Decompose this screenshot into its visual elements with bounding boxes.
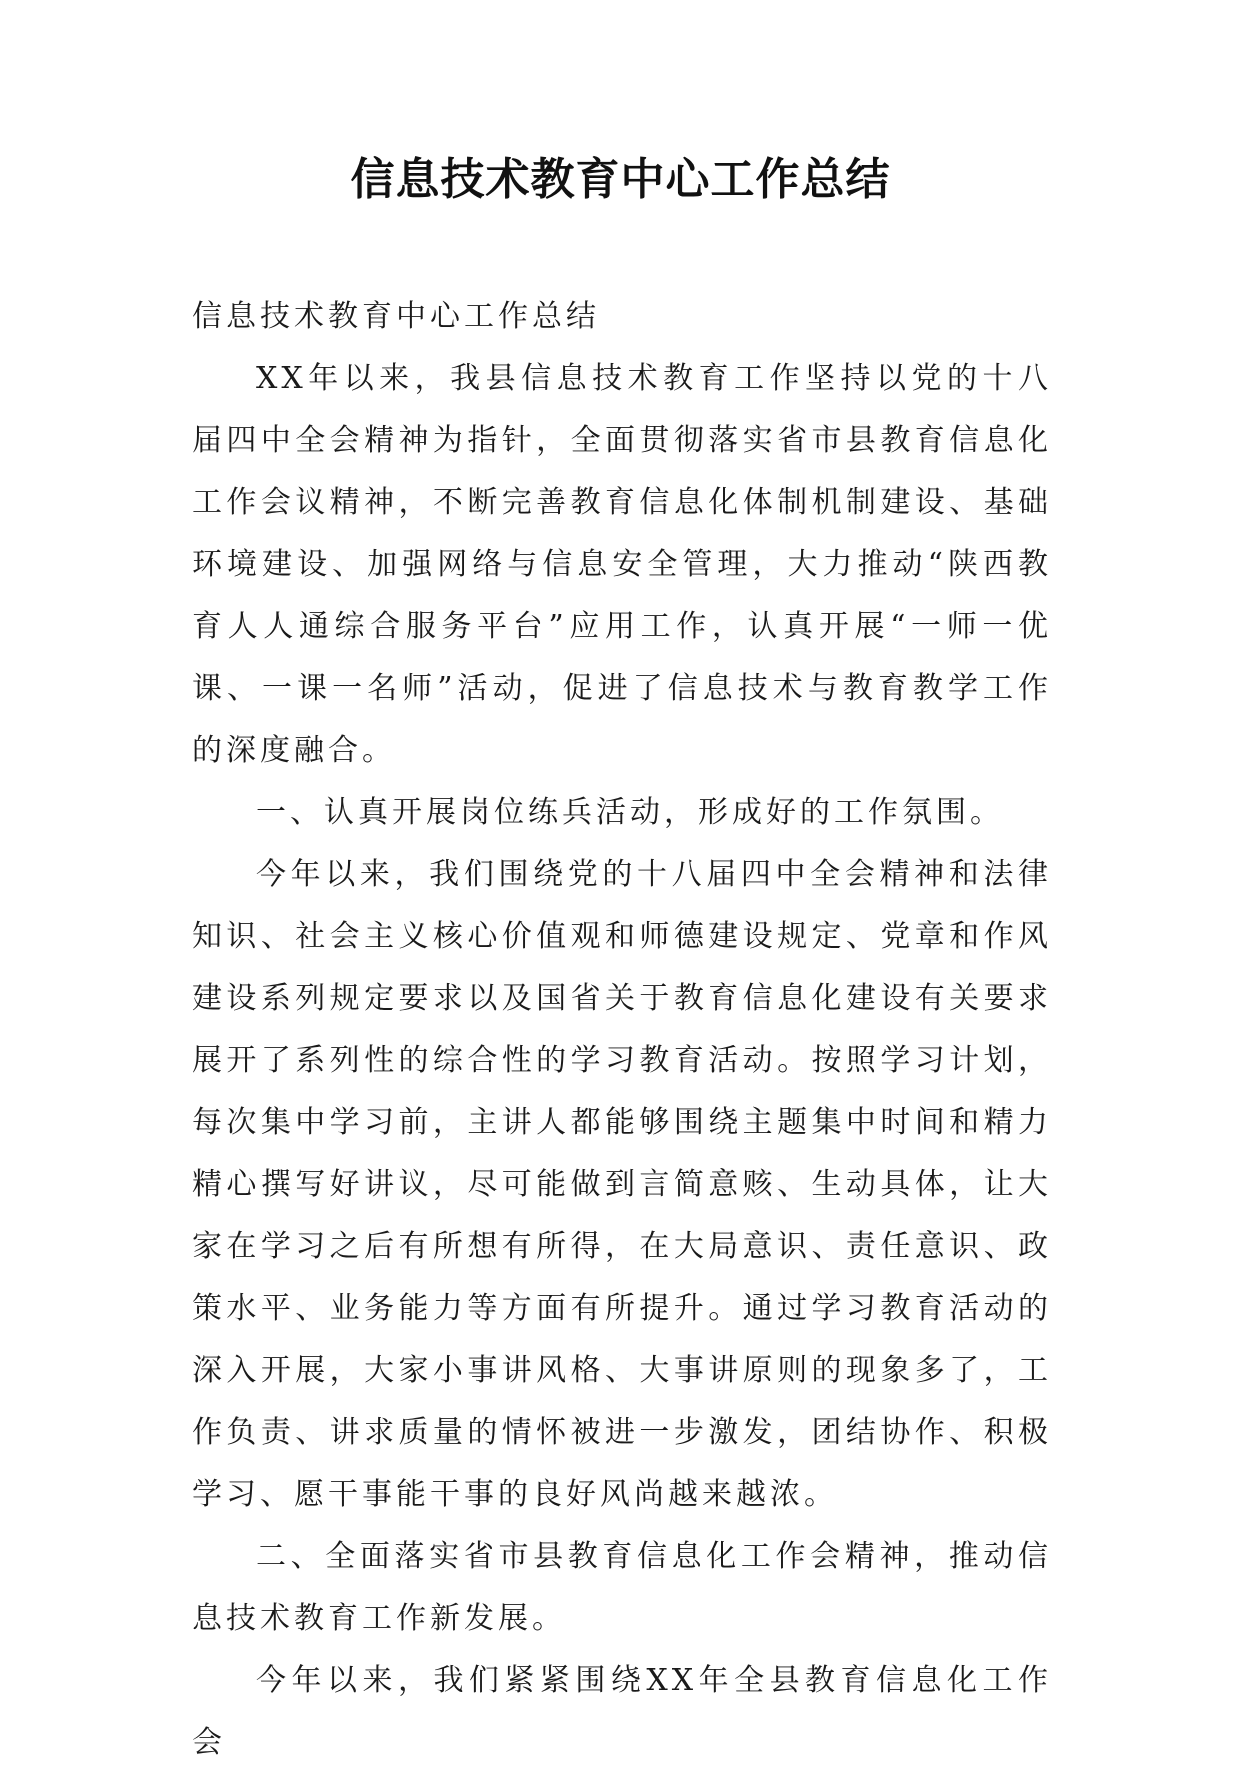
paragraph-section-1: 今年以来，我们围绕党的十八届四中全会精神和法律知识、社会主义核心价值观和师德建设规定、党章和作风建设系列规定要求以及国省关于教育信息化建设有关要求展开了系列性的综合性的学习教育活动。按照学习计划，每次集中学习前，主讲人都能够围绕主题集中时间和精力精心撰写好讲议，尽可能做到言简意赅、生动具体，让大家在学习之后有所想有所得，在大局意识、责任意识、政策水平、业务能力等方面有所提升。通过学习教育活动的深入开展，大家小事讲风格、大事讲原则的现象多了，工作负责、讲求质量的情怀被进一步激发，团结协作、积极学习、愿干事能干事的良好风尚越来越浓。 <box>192 857 1052 1512</box>
paragraph-subtitle: 信息技术教育中心工作总结 <box>192 299 600 334</box>
document-title: 信息技术教育中心工作总结 <box>350 154 891 205</box>
section-heading-1: 一、认真开展岗位练兵活动，形成好的工作氛围。 <box>256 795 1004 830</box>
document-body <box>192 286 1052 1774</box>
paragraph-intro: XX年以来，我县信息技术教育工作坚持以党的十八届四中全会精神为指针，全面贯彻落实省市县教育信息化工作会议精神，不断完善教育信息化体制机制建设、基础环境建设、加强网络与信息安全管理，大力推动“陕西教育人人通综合服务平台”应用工作，认真开展“一师一优课、一课一名师”活动，促进了信息技术与教育教学工作的深度融合。 <box>192 361 1052 768</box>
section-heading-2: 二、全面落实省市县教育信息化工作会精神，推动信息技术教育工作新发展。 <box>192 1539 1052 1636</box>
paragraph-section-2-start: 今年以来，我们紧紧围绕XX年全县教育信息化工作会 <box>192 1663 1052 1760</box>
